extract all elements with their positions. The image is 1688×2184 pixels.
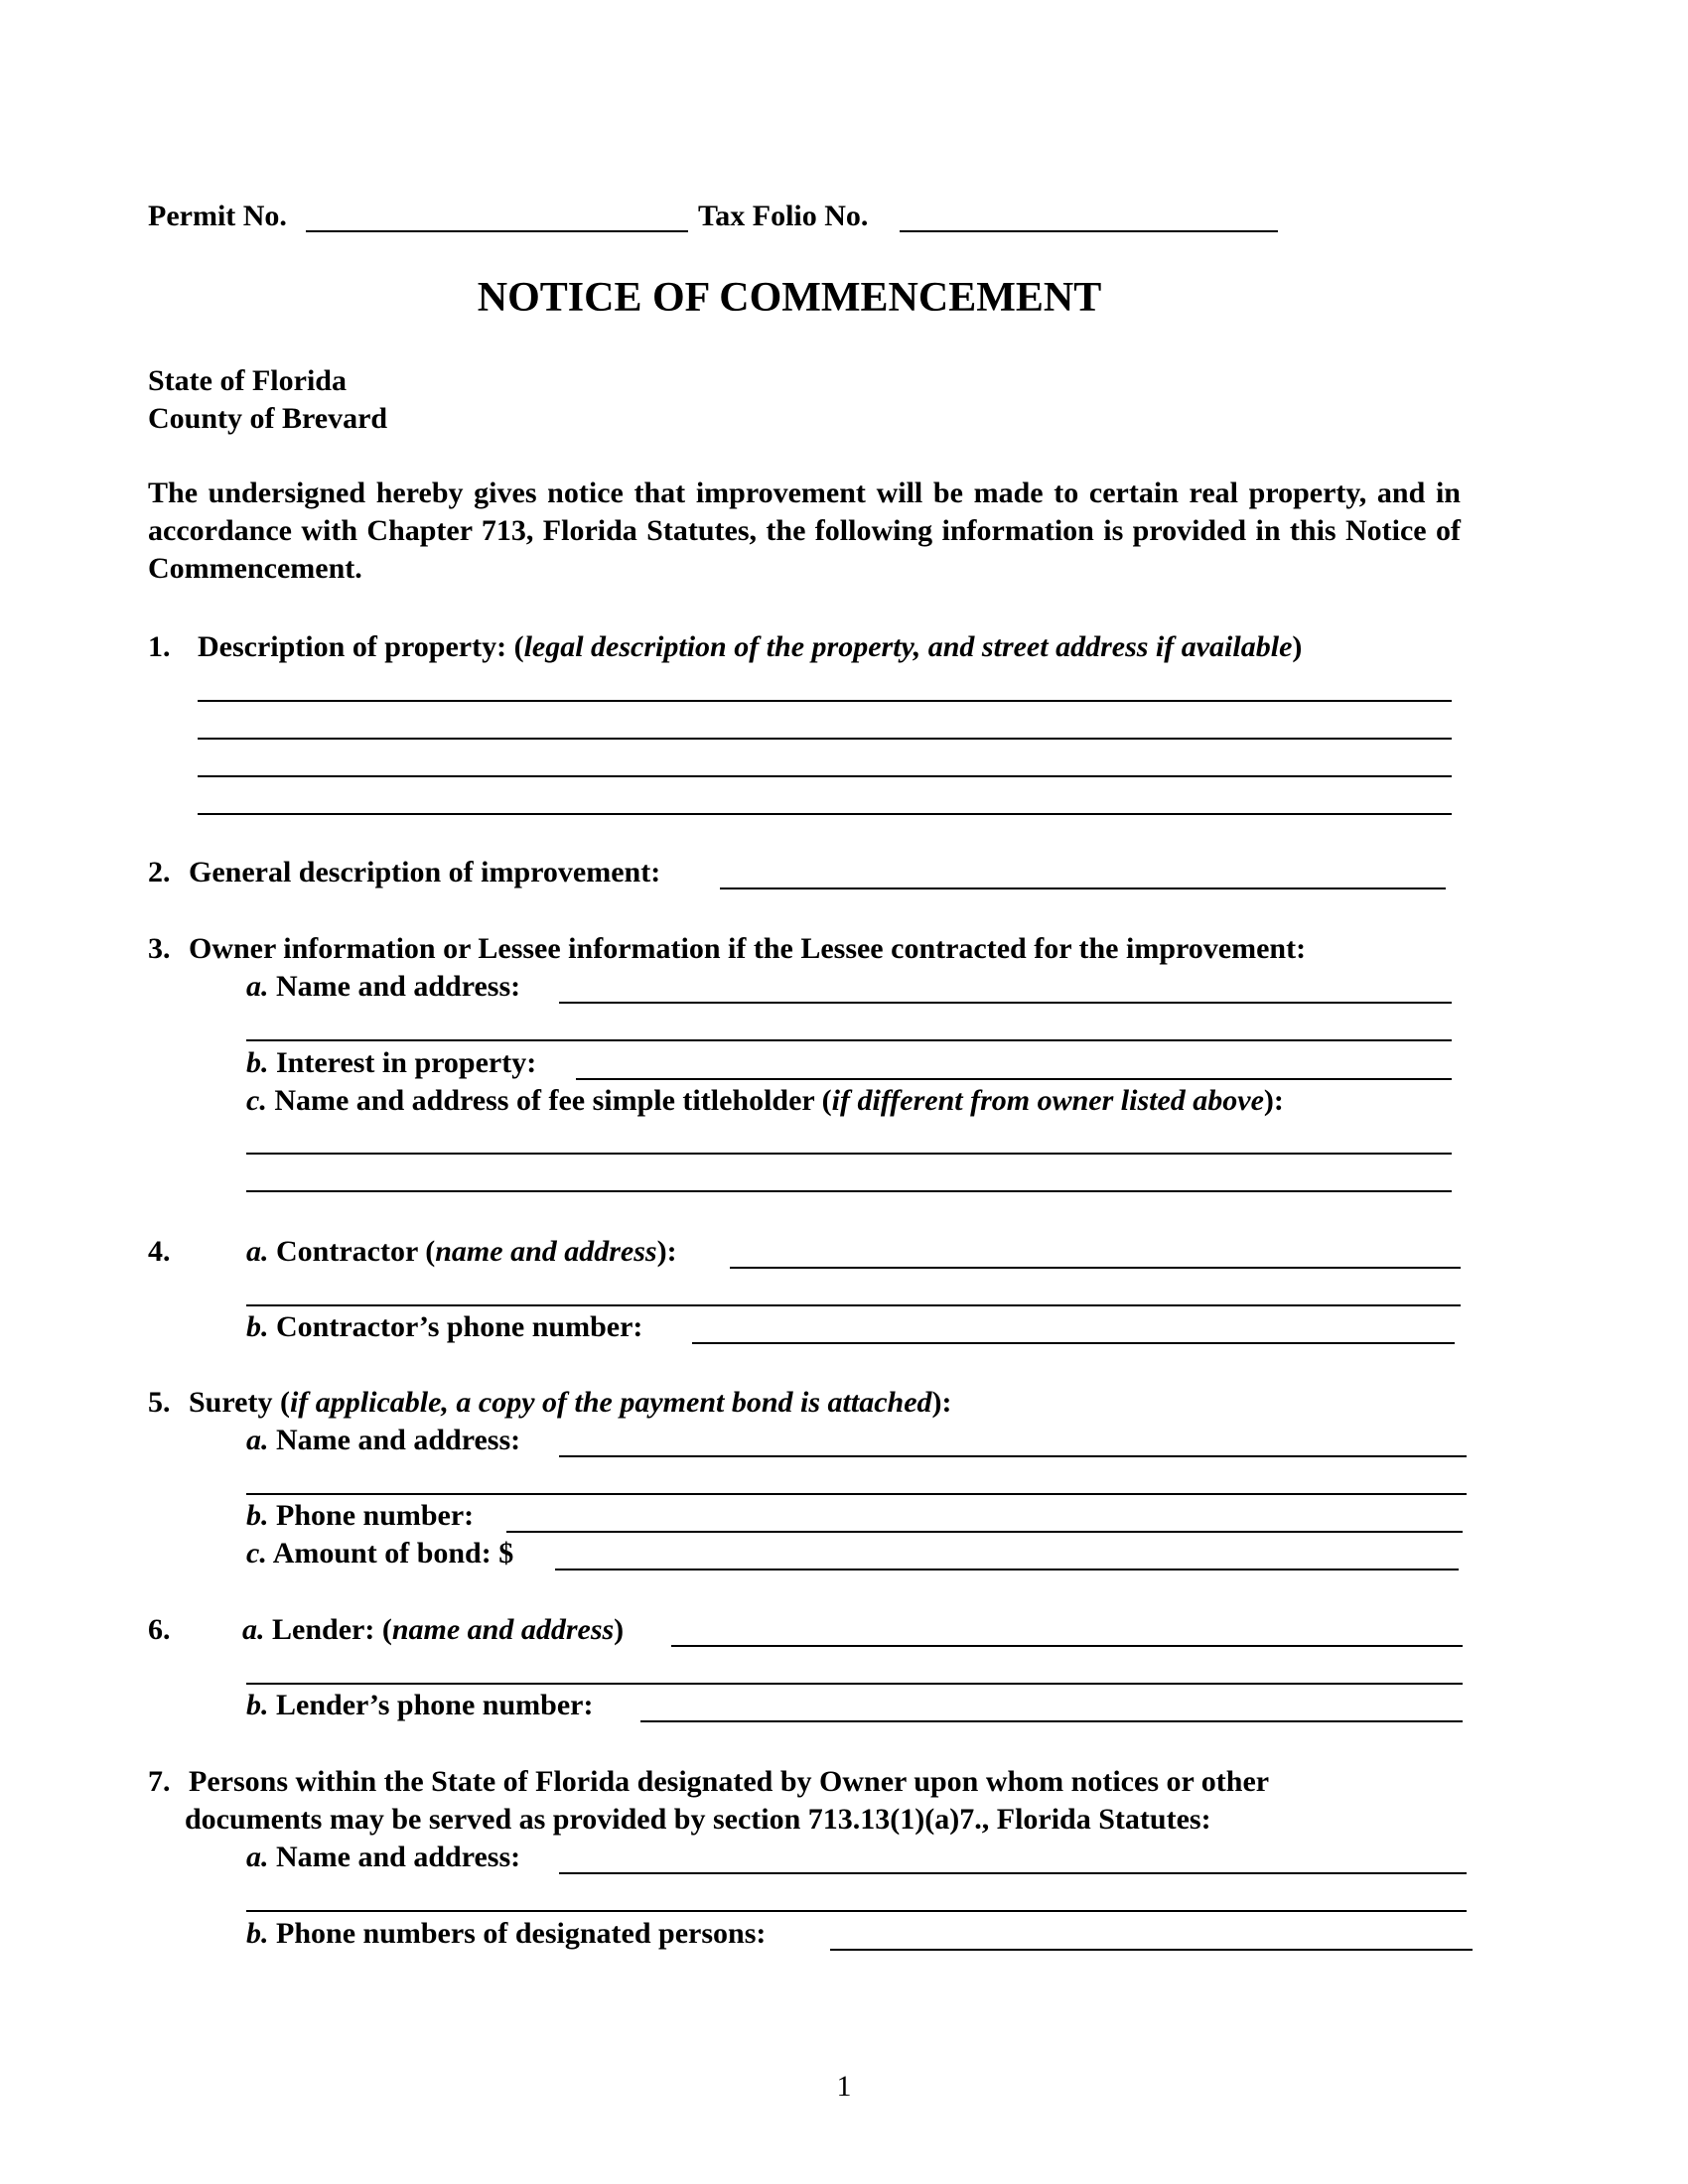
section-7-line-1: Persons within the State of Florida designated by Owner upon whom notices or other [189, 1765, 1270, 1798]
section-7-number: 7. [148, 1765, 171, 1798]
page-number: 1 [836, 2070, 852, 2103]
contractor-phone-field[interactable] [692, 1342, 1455, 1344]
section-6-number: 6. [148, 1613, 171, 1646]
section-6b-letter: b. [246, 1689, 269, 1721]
section-3c-close: ): [1263, 1084, 1284, 1117]
state-label: State of Florida [148, 364, 347, 397]
section-1-heading [198, 630, 1302, 664]
surety-phone-field[interactable] [506, 1531, 1463, 1533]
lender-phone-field[interactable] [640, 1720, 1463, 1722]
section-5a-letter: a. [246, 1424, 269, 1456]
section-5b-letter: b. [246, 1499, 269, 1532]
section-6b-label: Lender’s phone number: [276, 1689, 594, 1721]
section-1-label: Description of property: [198, 630, 507, 663]
section-3b [246, 1046, 536, 1080]
lender-name-address-field[interactable] [671, 1645, 1463, 1647]
section-7b-letter: b. [246, 1917, 269, 1950]
section-5-hint: if applicable, a copy of the payment bond is attached [289, 1386, 932, 1419]
contractor-name-address-field[interactable] [730, 1267, 1461, 1269]
property-description-line-4[interactable] [198, 813, 1452, 815]
section-1-paren-close: ) [1292, 630, 1303, 663]
section-6a [242, 1613, 624, 1647]
section-6b [246, 1689, 593, 1722]
section-2-number: 2. [148, 856, 171, 888]
surety-name-address-line-2[interactable] [246, 1493, 1467, 1495]
improvement-description-field[interactable] [720, 887, 1446, 889]
contractor-name-address-line-2[interactable] [246, 1304, 1461, 1306]
section-3-number: 3. [148, 932, 171, 965]
designee-name-address-line-2[interactable] [246, 1910, 1467, 1912]
section-1-paren-open: ( [513, 630, 524, 663]
section-6a-letter: a. [242, 1613, 265, 1646]
section-5-heading [189, 1386, 952, 1420]
bond-amount-field[interactable] [555, 1569, 1459, 1570]
section-3c-hint: if different from owner listed above [831, 1084, 1264, 1117]
section-4b-letter: b. [246, 1310, 269, 1343]
titleholder-line-1[interactable] [246, 1153, 1452, 1155]
section-5b-label: Phone number: [276, 1499, 475, 1532]
section-7-line-2: documents may be served as provided by section 713.13(1)(a)7., Florida Statutes: [185, 1803, 1211, 1836]
section-7b [246, 1917, 766, 1951]
section-4a-label: Contractor ( [276, 1235, 436, 1268]
owner-name-address-line-2[interactable] [246, 1039, 1452, 1041]
section-3-label: Owner information or Lessee information if the Lessee contracted for the improvement: [189, 932, 1307, 965]
section-1-hint: legal description of the property, and street address if available [523, 630, 1293, 663]
county-label: County of Brevard [148, 402, 388, 435]
section-7a [246, 1841, 520, 1874]
section-5-number: 5. [148, 1386, 171, 1419]
section-4a [246, 1235, 677, 1269]
section-5-label: Surety ( [189, 1386, 290, 1419]
tax-folio-field[interactable] [900, 230, 1278, 232]
section-4b [246, 1310, 642, 1344]
section-7b-label: Phone numbers of designated persons: [276, 1917, 767, 1950]
section-3b-letter: b. [246, 1046, 269, 1079]
section-7a-letter: a. [246, 1841, 269, 1873]
designee-phone-field[interactable] [830, 1949, 1473, 1951]
section-5a [246, 1424, 520, 1457]
section-4b-label: Contractor’s phone number: [276, 1310, 643, 1343]
section-4a-letter: a. [246, 1235, 269, 1268]
surety-name-address-field[interactable] [559, 1455, 1467, 1457]
section-5c-letter: c. [246, 1537, 267, 1570]
section-3a-label: Name and address: [276, 970, 521, 1003]
page-title: NOTICE OF COMMENCEMENT [477, 275, 1102, 321]
section-5b [246, 1499, 474, 1533]
property-description-line-2[interactable] [198, 738, 1452, 740]
section-3a [246, 970, 520, 1004]
section-6a-label: Lender: ( [272, 1613, 392, 1646]
section-5c [246, 1537, 513, 1570]
section-5-close: ): [931, 1386, 952, 1419]
section-3b-label: Interest in property: [276, 1046, 537, 1079]
section-5a-label: Name and address: [276, 1424, 521, 1456]
section-2-label: General description of improvement: [189, 856, 661, 888]
permit-label: Permit No. [148, 200, 287, 232]
section-5c-label: Amount of bond: $ [272, 1537, 514, 1570]
interest-in-property-field[interactable] [576, 1078, 1452, 1080]
section-1-number: 1. [148, 630, 171, 663]
section-3c-label: Name and address of fee simple titleholder ( [274, 1084, 832, 1117]
section-4a-hint: name and address [435, 1235, 657, 1268]
section-4-number: 4. [148, 1235, 171, 1268]
owner-name-address-field[interactable] [559, 1002, 1452, 1004]
section-6a-hint: name and address [391, 1613, 615, 1646]
section-3c [246, 1084, 1284, 1118]
designee-name-address-field[interactable] [559, 1872, 1467, 1874]
section-3a-letter: a. [246, 970, 269, 1003]
property-description-line-1[interactable] [198, 700, 1452, 702]
property-description-line-3[interactable] [198, 775, 1452, 777]
section-3c-letter: c. [246, 1084, 267, 1117]
intro-paragraph: The undersigned hereby gives notice that improvement will be made to certain real property, and in accordance with Chapter 713, Florida Statutes, the following information is provided in this Notice of Commencement. [148, 477, 1461, 585]
section-6a-close: ) [614, 1613, 625, 1646]
section-4a-close: ): [656, 1235, 677, 1268]
lender-name-address-line-2[interactable] [246, 1683, 1463, 1685]
titleholder-line-2[interactable] [246, 1190, 1452, 1192]
tax-folio-label: Tax Folio No. [698, 200, 869, 232]
permit-number-field[interactable] [306, 230, 688, 232]
section-7a-label: Name and address: [276, 1841, 521, 1873]
